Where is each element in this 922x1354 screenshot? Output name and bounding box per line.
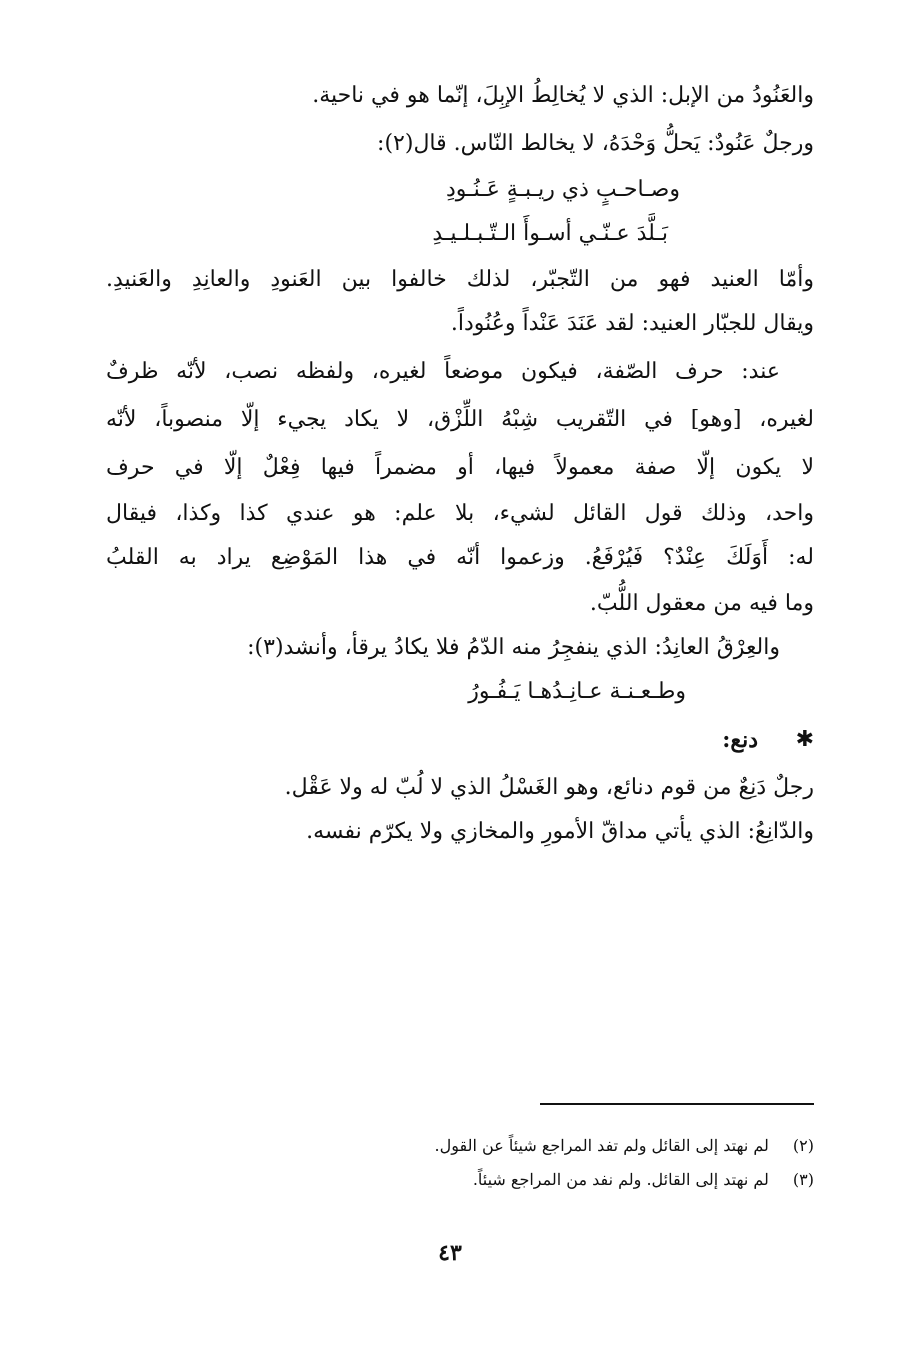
page-number: ٤٣: [438, 1240, 462, 1266]
text-line: والعِرْقُ العانِدُ: الذي ينفجِرُ منه الدّمُ فلا يكادُ يرقأ، وأنشد(٣):: [247, 635, 780, 660]
text-line: رجلٌ دَنِعٌ من قوم دنائع، وهو الغَسْلُ الذي لا لُبّ له ولا عَقْل.: [284, 775, 814, 800]
verse-line: وطـعـنـة عـانِـدُهـا يَـفُـورُ: [468, 679, 686, 704]
footnote: [106, 1132, 814, 1160]
text-line: والدّانِعُ: الذي يأتي مداقّ الأمورِ والمخازي ولا يكرّم نفسه.: [306, 819, 814, 844]
footnote: [106, 1166, 814, 1194]
footnote-divider: [540, 1103, 814, 1105]
text-line: له: أَوَلَكَ عِنْدٌ؟ فَيُرْفَعُ. وزعموا أنّه في هذا المَوْضِع يراد به القلبُ: [106, 545, 814, 570]
footnote-text: لم نهتد إلى القائل. ولم نفد من المراجع شيئاً.: [472, 1170, 769, 1189]
text-line: ويقال للجبّار العنيد: لقد عَنَدَ عَنْداً وعُنُوداً.: [450, 311, 814, 336]
entry-heading: [106, 722, 814, 758]
asterisk-icon: ✱: [795, 727, 814, 752]
footnote-text: لم نهتد إلى القائل ولم تفد المراجع شيئاً عن القول.: [434, 1136, 769, 1155]
text-line: وما فيه من معقول اللُّبّ.: [589, 591, 814, 616]
text-line: ورجلٌ عَنُودٌ: يَحلُّ وَحْدَهُ، لا يخالط النّاس. قال(٢):: [377, 131, 814, 156]
text-line: لا يكون إلّا صفة معمولاً فيها، أو مضمراً فيها فِعْلٌ إلّا في حرف: [106, 455, 814, 480]
footnote-number: (٢): [792, 1136, 814, 1155]
verse-line: وصـاحـبٍ ذي ريـبـةٍ عَـنُـودِ: [446, 177, 680, 202]
text-line: عند: حرف الصّفة، فيكون موضعاً لغيره، ولفظه نصب، لأنّه ظرفٌ: [106, 359, 780, 384]
text-line: لغيره، [وهو] في التّقريب شِبْهُ اللِّزْق، لا يكاد يجيء إلّا منصوباً، لأنّه: [106, 407, 814, 432]
footnote-number: (٣): [792, 1170, 814, 1189]
text-line: والعَنُودُ من الإبل: الذي لا يُخالِطُ الإبِلَ، إنّما هو في ناحية.: [312, 83, 814, 108]
text-line: واحد، وذلك قول القائل لشيء، بلا علم: هو عندي كذا وكذا، فيقال: [106, 501, 814, 526]
text-line: وأمّا العنيد فهو من التّجبّر، لذلك خالفوا بين العَنودِ والعانِدِ والعَنيدِ.: [106, 267, 814, 292]
entry-heading-label: دنع:: [722, 727, 758, 753]
verse-line: بَـلَّدَ عـنّـي أسـوأَ الـتّـبـلـيـدِ: [432, 221, 668, 246]
